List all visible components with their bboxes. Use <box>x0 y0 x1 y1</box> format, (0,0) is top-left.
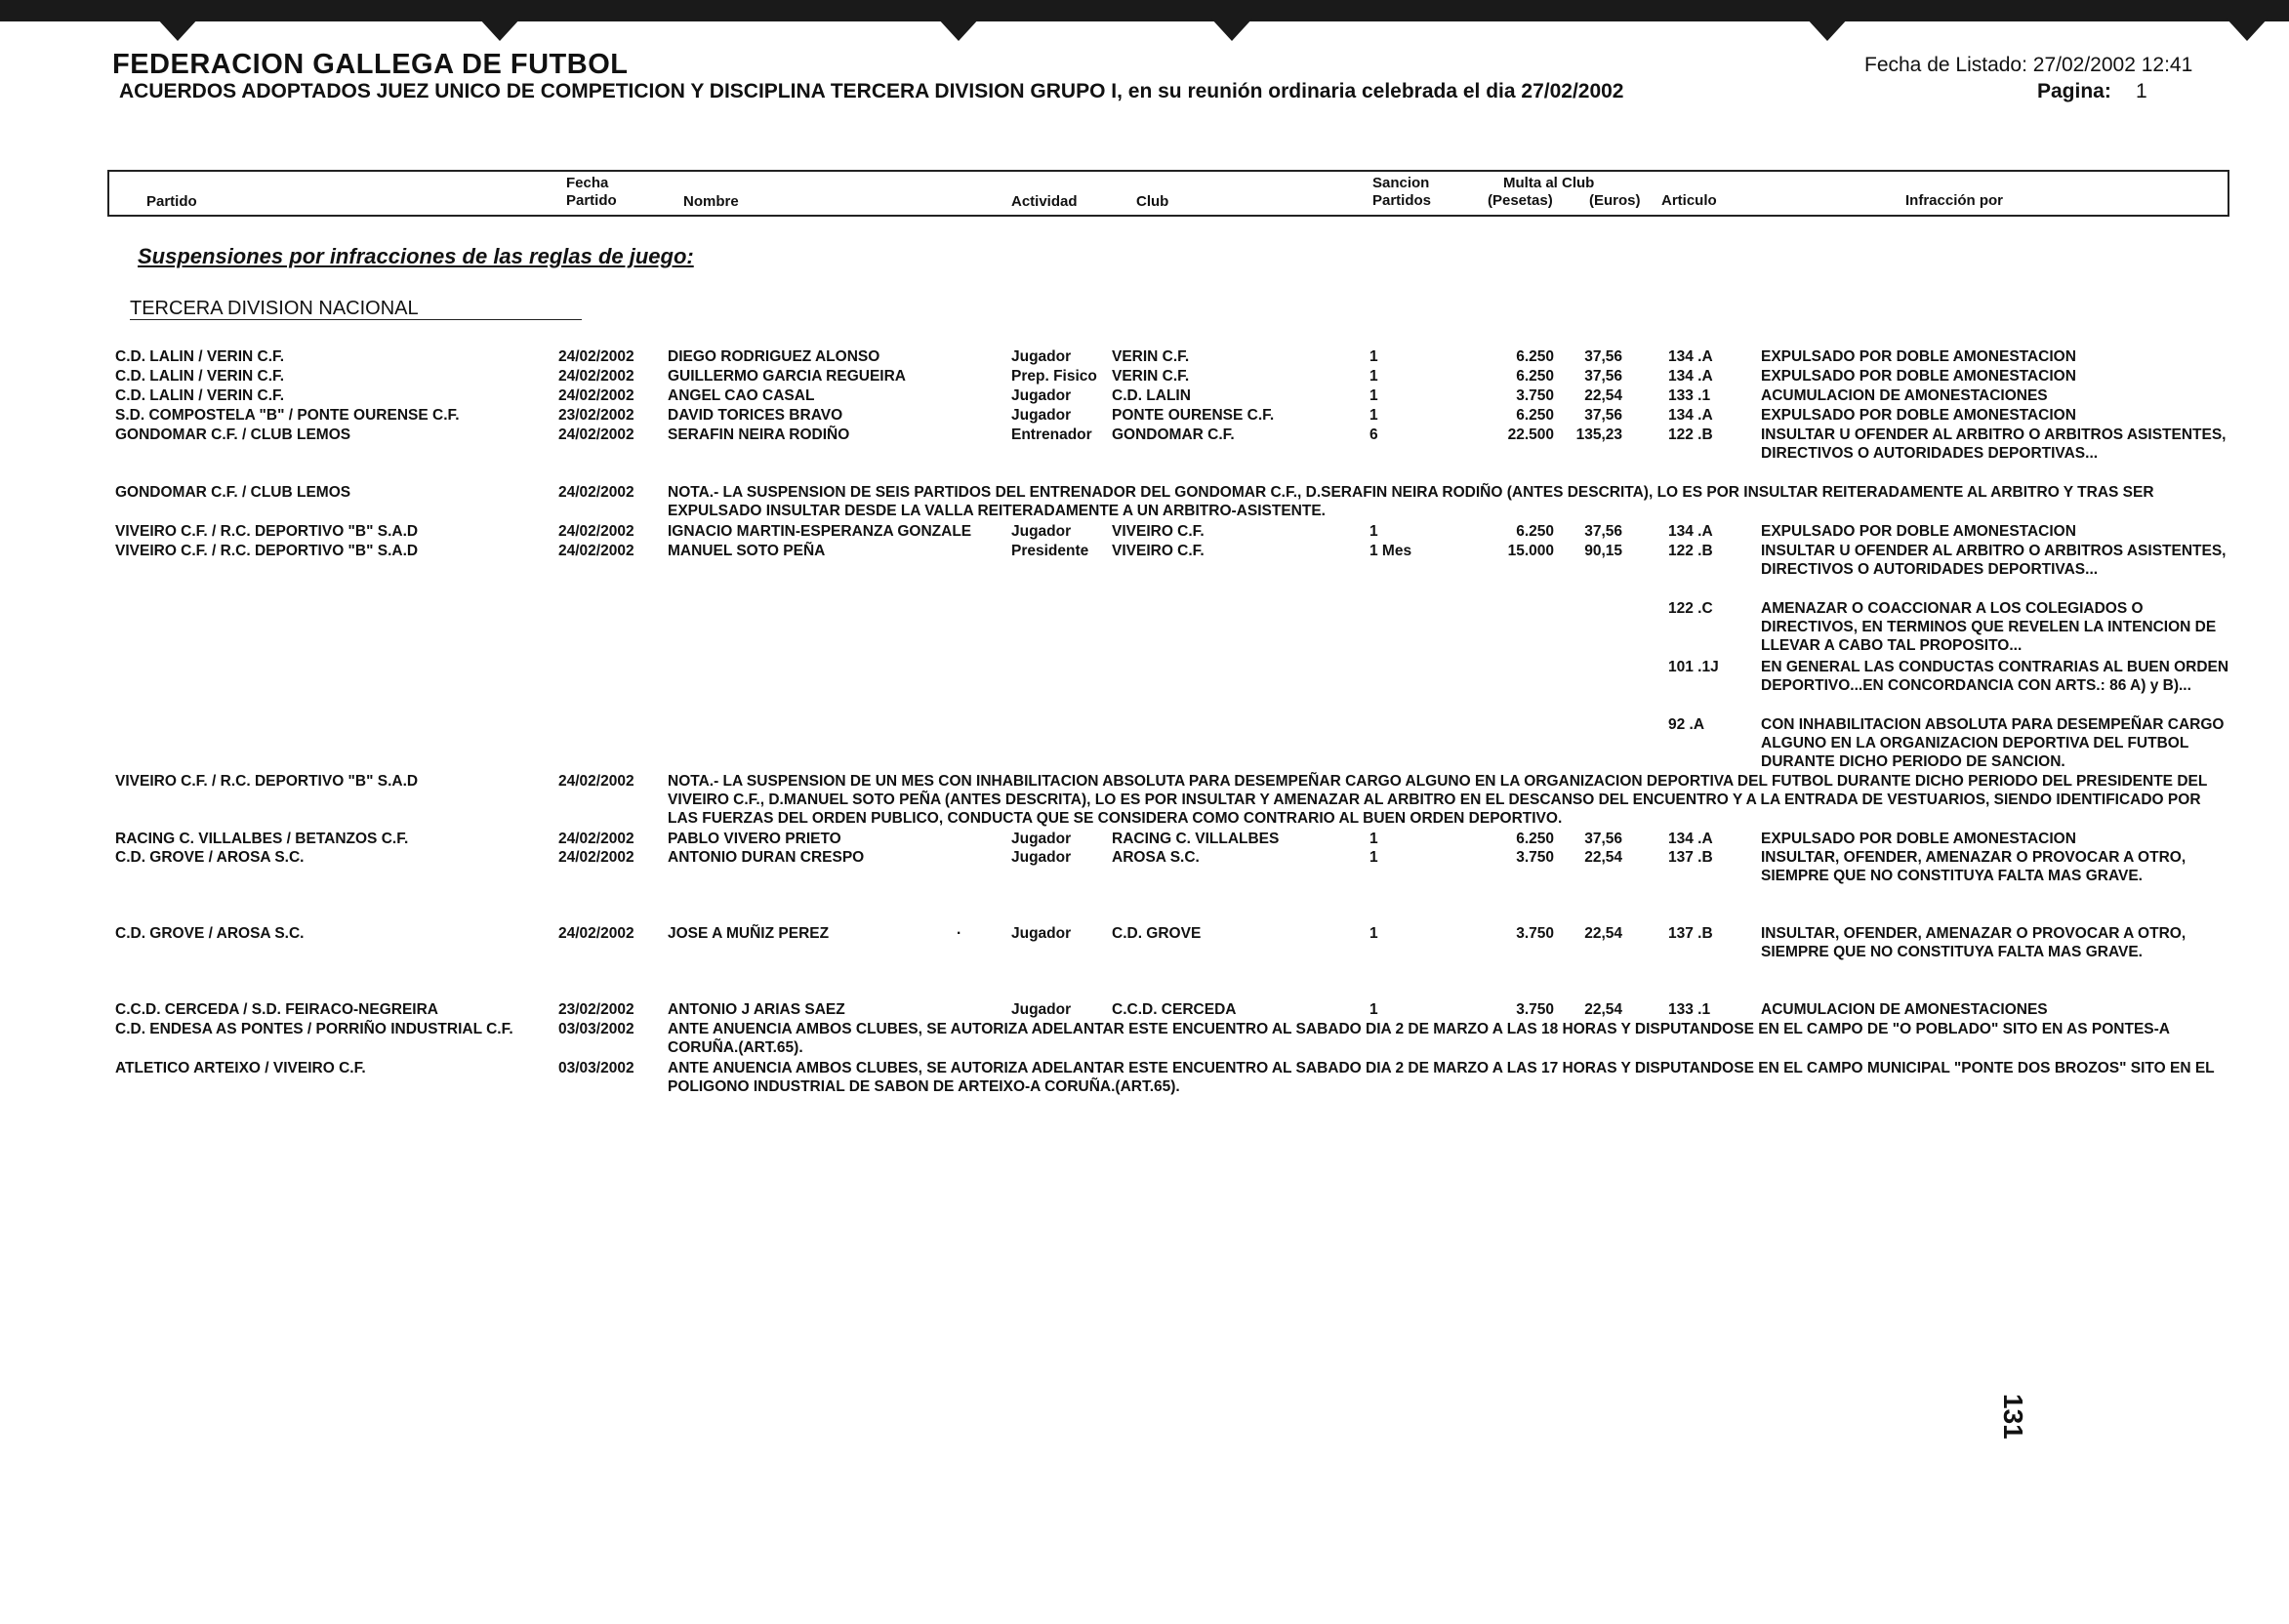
cell-nombre: GUILLERMO GARCIA REGUEIRA <box>668 368 906 385</box>
cell-actividad: Jugador <box>1011 831 1072 847</box>
col-euros: (Euros) <box>1589 192 1641 209</box>
cell-actividad: Jugador <box>1011 849 1072 866</box>
cell-partido: VIVEIRO C.F. / R.C. DEPORTIVO "B" S.A.D <box>115 773 419 790</box>
cell-infraccion: INSULTAR, OFENDER, AMENAZAR O PROVOCAR A OTRO, SIEMPRE QUE NO CONSTITUYA FALTA MAS GRAVE. <box>1761 849 2187 884</box>
cell-sancion: 1 <box>1369 849 1378 866</box>
cell-club: VERIN C.F. <box>1112 348 1190 365</box>
cell-fecha: 23/02/2002 <box>558 1001 634 1018</box>
cell-partido: GONDOMAR C.F. / CLUB LEMOS <box>115 484 351 501</box>
cell-articulo: 134 .A <box>1668 407 1713 424</box>
cell-actividad: Entrenador <box>1011 426 1092 443</box>
cell-partido: VIVEIRO C.F. / R.C. DEPORTIVO "B" S.A.D <box>115 543 419 559</box>
col-sancion-top: Sancion <box>1372 175 1430 191</box>
cell-articulo: 133 .1 <box>1668 1001 1711 1018</box>
col-fecha-bottom: Partido <box>566 192 617 209</box>
cell-partido: C.D. ENDESA AS PONTES / PORRIÑO INDUSTRIAL C.F. <box>115 1021 513 1037</box>
cell-partido: C.D. GROVE / AROSA S.C. <box>115 849 305 866</box>
cell-pesetas: 6.250 <box>1516 348 1554 365</box>
division-title: TERCERA DIVISION NACIONAL <box>130 298 419 319</box>
cell-infraccion: EXPULSADO POR DOBLE AMONESTACION <box>1761 523 2076 540</box>
cell-infraccion: INSULTAR U OFENDER AL ARBITRO O ARBITROS ASISTENTES, DIRECTIVOS O AUTORIDADES DEPORTIVAS... <box>1761 426 2227 462</box>
cell-pesetas: 3.750 <box>1516 925 1554 942</box>
cell-sancion: 1 <box>1369 387 1378 404</box>
cell-euros: 37,56 <box>1584 348 1622 365</box>
cell-club: C.D. LALIN <box>1112 387 1191 404</box>
cell-actividad: Jugador <box>1011 1001 1072 1018</box>
cell-actividad: Prep. Fisico <box>1011 368 1097 385</box>
cell-partido: C.D. GROVE / AROSA S.C. <box>115 925 305 942</box>
cell-euros: 22,54 <box>1584 387 1622 404</box>
cell-sancion: 1 <box>1369 925 1378 942</box>
cell-articulo: 134 .A <box>1668 831 1713 847</box>
stray-mark: · <box>957 925 962 942</box>
cell-infraccion: EXPULSADO POR DOBLE AMONESTACION <box>1761 348 2076 365</box>
cell-sancion: 1 <box>1369 523 1378 540</box>
cell-sancion: 1 <box>1369 407 1378 424</box>
cell-euros: 135,23 <box>1575 426 1622 443</box>
cell-nombre: ANTONIO DURAN CRESPO <box>668 849 865 866</box>
col-pesetas: (Pesetas) <box>1488 192 1553 209</box>
cell-euros: 22,54 <box>1584 925 1622 942</box>
scan-tear <box>1210 18 1253 41</box>
cell-infraccion: EXPULSADO POR DOBLE AMONESTACION <box>1761 407 2076 424</box>
cell-pesetas: 6.250 <box>1516 831 1554 847</box>
col-sancion-bottom: Partidos <box>1372 192 1432 209</box>
cell-partido: C.D. LALIN / VERIN C.F. <box>115 387 285 404</box>
cell-euros: 22,54 <box>1584 1001 1622 1018</box>
cell-euros: 37,56 <box>1584 523 1622 540</box>
cell-actividad: Presidente <box>1011 543 1089 559</box>
cell-partido: GONDOMAR C.F. / CLUB LEMOS <box>115 426 351 443</box>
cell-infraccion: ACUMULACION DE AMONESTACIONES <box>1761 387 2048 404</box>
col-fecha-top: Fecha <box>566 175 609 191</box>
cell-nombre: ANTONIO J ARIAS SAEZ <box>668 1001 845 1018</box>
note-text: NOTA.- LA SUSPENSION DE UN MES CON INHABILITACION ABSOLUTA PARA DESEMPEÑAR CARGO ALGUNO EN LA ORGANIZACION DEPORTIVA DEL FUTBOL DURANTE DICHO PERIODO DEL PRESIDENTE DEL VIVEIRO C.F., D.MANUEL SOTO PEÑA (ANTES DESCRITA), LO ES POR INSULTAR Y AMENAZAR AL ARBITRO EN EL DESCANSO DEL ENCUENTRO Y A LA ENTRADA DE VESTUARIOS, SIENDO IDENTIFICADO POR LAS FUERZAS DEL ORDEN PUBLICO, CONDUCTA QUE SE CONSIDERA COMO CONTRARIO AL BUEN ORDEN DEPORTIVO. <box>668 773 2208 827</box>
cell-pesetas: 3.750 <box>1516 849 1554 866</box>
cell-euros: 22,54 <box>1584 849 1622 866</box>
cell-fecha: 24/02/2002 <box>558 348 634 365</box>
cell-partido: RACING C. VILLALBES / BETANZOS C.F. <box>115 831 409 847</box>
cell-fecha: 24/02/2002 <box>558 368 634 385</box>
col-partido: Partido <box>146 193 197 210</box>
cell-fecha: 24/02/2002 <box>558 543 634 559</box>
cell-pesetas: 3.750 <box>1516 387 1554 404</box>
cell-euros: 37,56 <box>1584 831 1622 847</box>
cell-actividad: Jugador <box>1011 348 1072 365</box>
cell-infraccion: EXPULSADO POR DOBLE AMONESTACION <box>1761 368 2076 385</box>
cell-pesetas: 15.000 <box>1507 543 1554 559</box>
cell-articulo: 122 .B <box>1668 543 1713 559</box>
division-underline <box>130 319 582 320</box>
cell-fecha: 03/03/2002 <box>558 1021 634 1037</box>
cell-actividad: Jugador <box>1011 407 1072 424</box>
listing-date: Fecha de Listado: 27/02/2002 12:41 <box>1864 54 2193 76</box>
cell-nombre: DAVID TORICES BRAVO <box>668 407 843 424</box>
cell-euros: 37,56 <box>1584 368 1622 385</box>
cell-articulo: 101 .1J <box>1668 659 1719 675</box>
cell-fecha: 03/03/2002 <box>558 1060 634 1076</box>
cell-partido: S.D. COMPOSTELA "B" / PONTE OURENSE C.F. <box>115 407 460 424</box>
cell-nombre: ANGEL CAO CASAL <box>668 387 815 404</box>
section-title: Suspensiones por infracciones de las reglas de juego: <box>138 244 694 268</box>
cell-sancion: 1 Mes <box>1369 543 1412 559</box>
cell-articulo: 137 .B <box>1668 925 1713 942</box>
cell-nombre: SERAFIN NEIRA RODIÑO <box>668 426 850 443</box>
note-text: NOTA.- LA SUSPENSION DE SEIS PARTIDOS DEL ENTRENADOR DEL GONDOMAR C.F., D.SERAFIN NEIRA RODIÑO (ANTES DESCRITA), LO ES POR INSULTAR REITERADAMENTE AL ARBITRO Y TRAS SER EXPULSADO INSULTAR DESDE LA VALLA REITERADAMENTE A UN ARBITRO-ASISTENTE. <box>668 484 2154 519</box>
cell-articulo: 92 .A <box>1668 716 1705 733</box>
cell-pesetas: 6.250 <box>1516 523 1554 540</box>
cell-fecha: 24/02/2002 <box>558 831 634 847</box>
cell-infraccion: AMENAZAR O COACCIONAR A LOS COLEGIADOS O DIRECTIVOS, EN TERMINOS QUE REVELEN LA INTENCION DE LLEVAR A CABO TAL PROPOSITO... <box>1761 600 2217 654</box>
cell-nombre: IGNACIO MARTIN-ESPERANZA GONZALE <box>668 523 972 540</box>
column-header-box <box>107 170 2229 217</box>
cell-articulo: 134 .A <box>1668 523 1713 540</box>
cell-actividad: Jugador <box>1011 925 1072 942</box>
cell-fecha: 24/02/2002 <box>558 523 634 540</box>
scan-tear <box>2226 18 2269 41</box>
cell-articulo: 133 .1 <box>1668 387 1711 404</box>
cell-fecha: 23/02/2002 <box>558 407 634 424</box>
cell-infraccion: EXPULSADO POR DOBLE AMONESTACION <box>1761 831 2076 847</box>
scan-border <box>0 0 2289 21</box>
cell-nombre: JOSE A MUÑIZ PEREZ <box>668 925 830 942</box>
col-actividad: Actividad <box>1011 193 1078 210</box>
cell-sancion: 1 <box>1369 1001 1378 1018</box>
cell-partido: C.D. LALIN / VERIN C.F. <box>115 368 285 385</box>
note-text: ANTE ANUENCIA AMBOS CLUBES, SE AUTORIZA ADELANTAR ESTE ENCUENTRO AL SABADO DIA 2 DE MARZO A LAS 18 HORAS Y DISPUTANDOSE EN EL CAMPO DE "O POBLADO" SITO EN AS PONTES-A CORUÑA.(ART.65). <box>668 1021 2170 1056</box>
scan-tear <box>937 18 980 41</box>
col-nombre: Nombre <box>683 193 739 210</box>
cell-partido: ATLETICO ARTEIXO / VIVEIRO C.F. <box>115 1060 366 1076</box>
cell-partido: C.C.D. CERCEDA / S.D. FEIRACO-NEGREIRA <box>115 1001 438 1018</box>
cell-articulo: 122 .B <box>1668 426 1713 443</box>
cell-sancion: 1 <box>1369 348 1378 365</box>
cell-infraccion: EN GENERAL LAS CONDUCTAS CONTRARIAS AL BUEN ORDEN DEPORTIVO...EN CONCORDANCIA CON ARTS.: 86 A) y B)... <box>1761 659 2229 694</box>
cell-nombre: PABLO VIVERO PRIETO <box>668 831 841 847</box>
scan-tear <box>478 18 521 41</box>
cell-club: C.C.D. CERCEDA <box>1112 1001 1237 1018</box>
cell-sancion: 1 <box>1369 831 1378 847</box>
cell-euros: 37,56 <box>1584 407 1622 424</box>
cell-club: VERIN C.F. <box>1112 368 1190 385</box>
cell-fecha: 24/02/2002 <box>558 387 634 404</box>
cell-pesetas: 6.250 <box>1516 407 1554 424</box>
cell-articulo: 137 .B <box>1668 849 1713 866</box>
cell-club: AROSA S.C. <box>1112 849 1200 866</box>
scan-tear <box>1806 18 1849 41</box>
cell-infraccion: ACUMULACION DE AMONESTACIONES <box>1761 1001 2048 1018</box>
cell-euros: 90,15 <box>1584 543 1622 559</box>
cell-club: RACING C. VILLALBES <box>1112 831 1280 847</box>
cell-club: PONTE OURENSE C.F. <box>1112 407 1275 424</box>
cell-nombre: MANUEL SOTO PEÑA <box>668 543 826 559</box>
cell-nombre: DIEGO RODRIGUEZ ALONSO <box>668 348 880 365</box>
col-multa: Multa al Club <box>1503 175 1595 191</box>
cell-partido: C.D. LALIN / VERIN C.F. <box>115 348 285 365</box>
cell-infraccion: CON INHABILITACION ABSOLUTA PARA DESEMPEÑAR CARGO ALGUNO EN LA ORGANIZACION DEPORTIVA DEL FUTBOL DURANTE DICHO PERIODO DE SANCION. <box>1761 716 2225 770</box>
cell-fecha: 24/02/2002 <box>558 925 634 942</box>
note-text: ANTE ANUENCIA AMBOS CLUBES, SE AUTORIZA ADELANTAR ESTE ENCUENTRO AL SABADO DIA 2 DE MARZO A LAS 17 HORAS Y DISPUTANDOSE EN EL CAMPO MUNICIPAL "PONTE DOS BROZOS" SITO EN EL POLIGONO INDUSTRIAL DE SABON DE ARTEIXO-A CORUÑA.(ART.65). <box>668 1060 2215 1095</box>
cell-fecha: 24/02/2002 <box>558 484 634 501</box>
cell-fecha: 24/02/2002 <box>558 426 634 443</box>
cell-sancion: 1 <box>1369 368 1378 385</box>
cell-pesetas: 3.750 <box>1516 1001 1554 1018</box>
cell-fecha: 24/02/2002 <box>558 849 634 866</box>
page-number: 1 <box>2136 80 2147 102</box>
cell-articulo: 134 .A <box>1668 348 1713 365</box>
cell-club: GONDOMAR C.F. <box>1112 426 1235 443</box>
cell-infraccion: INSULTAR U OFENDER AL ARBITRO O ARBITROS ASISTENTES, DIRECTIVOS O AUTORIDADES DEPORTIVAS... <box>1761 543 2227 578</box>
federation-title: FEDERACION GALLEGA DE FUTBOL <box>112 49 629 80</box>
cell-fecha: 24/02/2002 <box>558 773 634 790</box>
scan-tear <box>156 18 199 41</box>
col-infraccion: Infracción por <box>1905 192 2004 209</box>
cell-pesetas: 22.500 <box>1507 426 1554 443</box>
cell-club: VIVEIRO C.F. <box>1112 543 1205 559</box>
cell-club: VIVEIRO C.F. <box>1112 523 1205 540</box>
cell-infraccion: INSULTAR, OFENDER, AMENAZAR O PROVOCAR A OTRO, SIEMPRE QUE NO CONSTITUYA FALTA MAS GRAVE. <box>1761 925 2187 960</box>
cell-actividad: Jugador <box>1011 523 1072 540</box>
document-subtitle: ACUERDOS ADOPTADOS JUEZ UNICO DE COMPETICION Y DISCIPLINA TERCERA DIVISION GRUPO I, en su reunión ordinaria celebrada el dia 27/02/2002 <box>119 80 1624 102</box>
page-stamp: 131 <box>1998 1394 2028 1440</box>
cell-actividad: Jugador <box>1011 387 1072 404</box>
cell-articulo: 122 .C <box>1668 600 1713 617</box>
cell-articulo: 134 .A <box>1668 368 1713 385</box>
cell-sancion: 6 <box>1369 426 1378 443</box>
col-club: Club <box>1136 193 1169 210</box>
page-label: Pagina: <box>2037 80 2111 102</box>
col-articulo: Articulo <box>1661 192 1717 209</box>
cell-partido: VIVEIRO C.F. / R.C. DEPORTIVO "B" S.A.D <box>115 523 419 540</box>
cell-pesetas: 6.250 <box>1516 368 1554 385</box>
cell-club: C.D. GROVE <box>1112 925 1202 942</box>
